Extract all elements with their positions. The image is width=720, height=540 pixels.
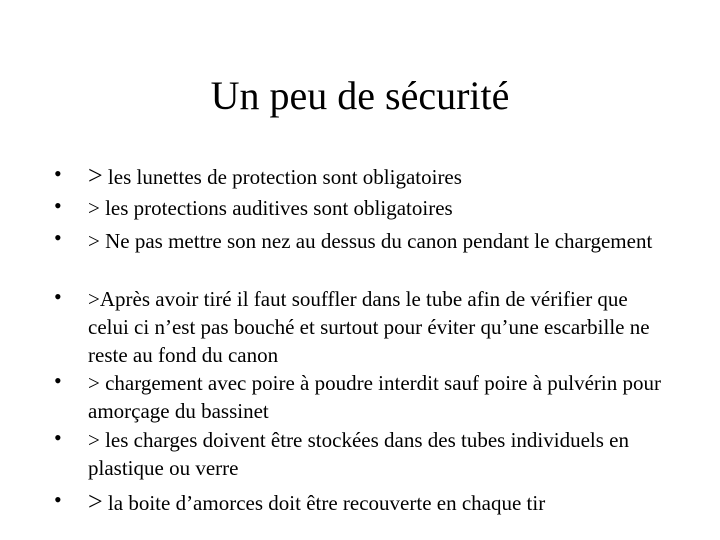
- bullet-icon: •: [54, 284, 62, 309]
- list-item-text: chargement avec poire à poudre interdit sauf poire à pulvérin pour amorçage du bassinet: [88, 371, 661, 423]
- list-item-2: [88, 194, 668, 222]
- bullet-icon: •: [54, 193, 62, 218]
- list-item-6: [88, 426, 668, 482]
- bullet-icon: •: [54, 225, 62, 250]
- list-item-5: [88, 369, 668, 425]
- bullet-icon: •: [54, 487, 62, 512]
- list-item-text: les protections auditives sont obligatoires: [99, 196, 453, 220]
- bullet-icon: •: [54, 161, 62, 186]
- list-item-3: [88, 227, 668, 255]
- arrow-marker: >: [88, 229, 100, 253]
- list-item-1: [88, 162, 668, 191]
- bullet-icon: •: [54, 425, 62, 450]
- arrow-marker: >: [88, 287, 100, 311]
- list-item-text: la boite d’amorces doit être recouverte en chaque tir: [102, 491, 546, 515]
- arrow-marker: >: [88, 428, 100, 452]
- slide-title: Un peu de sécurité: [210, 73, 510, 118]
- list-item-text: les lunettes de protection sont obligatoires: [102, 165, 462, 189]
- arrow-marker: >: [88, 196, 100, 220]
- list-item-4: [88, 285, 668, 369]
- list-item-7: [88, 488, 668, 517]
- arrow-marker: >: [88, 161, 103, 190]
- list-item-text: Ne pas mettre son nez au dessus du canon pendant le chargement: [99, 229, 653, 253]
- arrow-marker: >: [88, 371, 100, 395]
- bullet-icon: •: [54, 368, 62, 393]
- list-item-text: Après avoir tiré il faut souffler dans le tube afin de vérifier que celui ci n’est pas bouché et surtout pour éviter qu’une escarbille ne reste au fond du canon: [88, 287, 650, 367]
- list-item-text: les charges doivent être stockées dans des tubes individuels en plastique ou verre: [88, 428, 629, 480]
- arrow-marker: >: [88, 487, 103, 516]
